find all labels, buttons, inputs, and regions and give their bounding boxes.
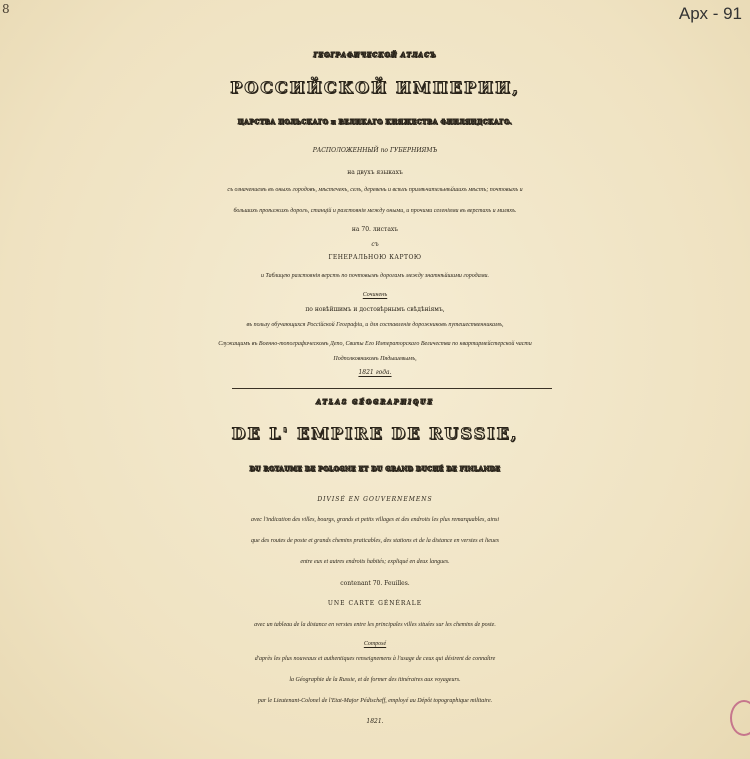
divider-rule <box>232 388 552 389</box>
archive-mark: Арх - 91 <box>678 4 742 23</box>
ru-atlas-title: ГЕОГРАФИЧЕСКОЙ АТЛАСЪ <box>313 52 437 59</box>
ru-purpose-line: въ пользу обучающихся Россійской Географіи, и для составленія дорожниковъ путешественникамъ, <box>246 322 504 328</box>
fr-sources-line: d'après les plus nouveaux et authentiques renseignemens à l'usage de ceux qui désirent de connaître <box>254 656 496 662</box>
fr-description-line-2: que des routes de poste et grands chemins praticables, des stations et de la distance en verstes et lieues <box>251 538 499 544</box>
ru-with-line: съ <box>371 241 379 248</box>
ru-description-line-1: съ означениемъ въ оныхъ городовъ, мѣстечекъ, селъ, деревень и всѣхъ примѣчательнѣйшихъ мѣстъ; почтовыхъ и <box>227 187 523 193</box>
fr-empire-title: DE L' EMPIRE DE RUSSIE, <box>231 424 519 443</box>
ru-author-line-2: Подполковникомъ Пядышевымъ, <box>333 356 417 362</box>
ru-table-line: и Таблицею разстоянія верстъ по почтовымъ дорогамъ между знатнѣйшими городами. <box>260 273 490 279</box>
fr-general-map-line: UNE CARTE GÉNÉRALE <box>327 600 423 607</box>
library-stamp <box>730 700 750 736</box>
fr-description-line-3: entre eux et autres endroits habités; expliqué en deux langues. <box>300 559 450 565</box>
ru-sources-line: по новѣйшимъ и достовѣрнымъ свѣдѣніямъ, <box>305 306 445 313</box>
fr-subtitle: DU ROYAUME DE POLOGNE ET DU GRAND DUCHÉ DE FINLANDE <box>249 466 501 473</box>
fr-table-line: avec un tableau de la distance en verstes entre les principales villes situées sur les chemins de poste. <box>254 622 496 628</box>
fr-description-line-1: avec l'indication des villes, bourgs, grands et petits villages et des endroits les plus remarquables, ainsi <box>250 517 500 523</box>
ru-languages-line: на двухъ языкахъ <box>347 169 403 176</box>
fr-atlas-title: ATLAS GÉOGRAPHIQUE <box>316 399 434 406</box>
ru-sheets-line: на 70. листахъ <box>351 226 399 233</box>
ru-gubernii-line: РАСПОЛОЖЕННЫЙ по ГУБЕРНИЯМЪ <box>312 147 438 154</box>
ru-author-line-1: Служащимъ въ Военно-топографическомъ Депо, Свиты Его Императорскаго Величества по квартирмейстерской части <box>218 341 532 347</box>
ru-general-map-line: ГЕНЕРАЛЬНОЮ КАРТОЮ <box>328 254 422 261</box>
fr-purpose-line: la Géographie de la Russie, et de former des itinéraires aux voyageurs. <box>289 677 461 683</box>
fr-sheets-line: contenant 70. Feuilles. <box>340 580 410 587</box>
fr-composed-line: Composé <box>363 641 387 647</box>
fr-gouvernemens-line: DIVISÉ EN GOUVERNEMENS <box>317 496 433 503</box>
page-number-mark: 8 <box>2 2 10 16</box>
fr-author-line: par le Lieutenant-Colonel de l'Etat-Major Pédischeff, employé au Dépôt topographique militaire. <box>257 698 493 704</box>
ru-subtitle: ЦАРСТВА ПОЛЬСКАГО и ВЕЛИКАГО КНЯЖЕСТВА ФИНЛЯНДСКАГО. <box>237 119 513 126</box>
ru-composed-line: Сочиненъ <box>362 292 388 298</box>
ru-empire-title: РОССИЙСКОЙ ИМПЕРИИ, <box>230 78 520 97</box>
ru-year-line: 1821 года. <box>358 369 392 376</box>
fr-year-line: 1821. <box>366 718 384 725</box>
ru-description-line-2: большихъ проѣзжихъ дорогъ, станцій и разстоянія между оными, и прочими селеніями въ верстахъ и миляхъ. <box>233 208 517 214</box>
